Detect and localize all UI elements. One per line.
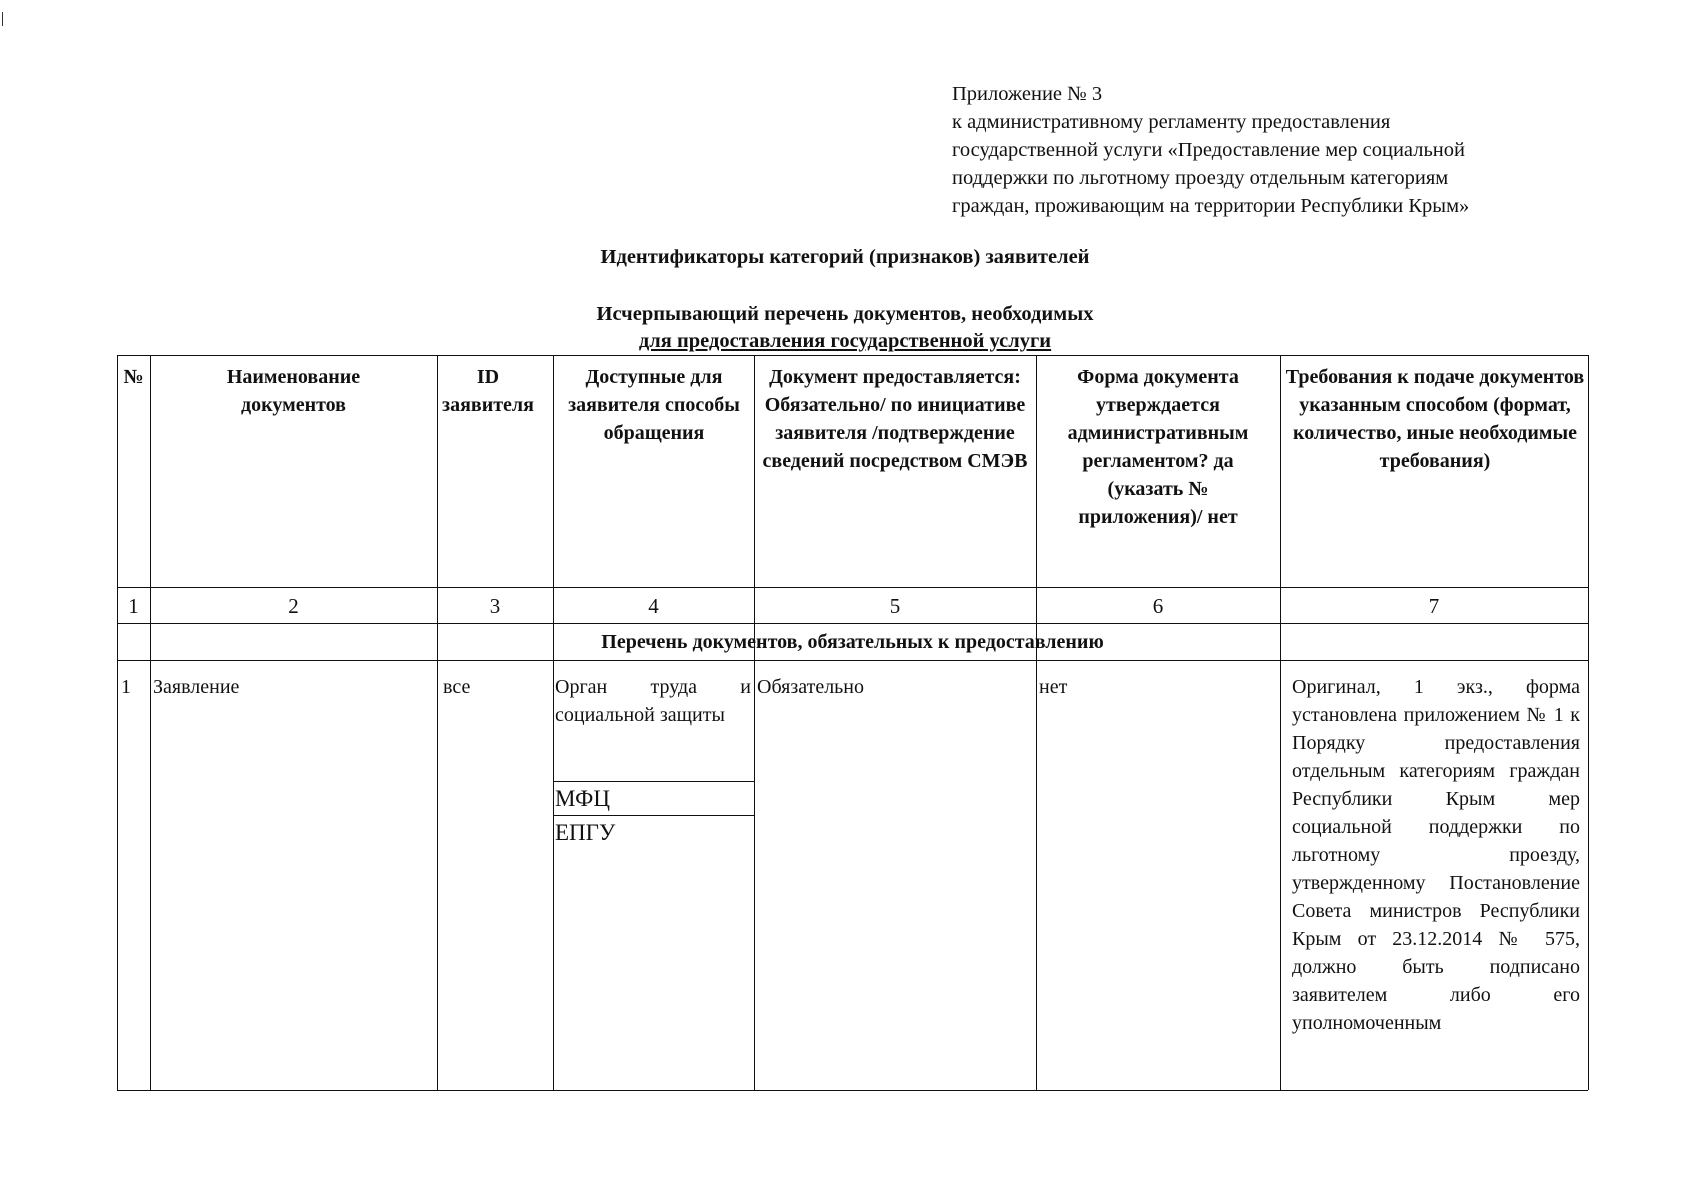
document-subtitle	[0, 301, 1690, 355]
header-requirements: Требования к подаче документов указанным способом (формат, количество, иные необходимые требования)	[1285, 366, 1585, 472]
annex-block	[952, 80, 1652, 220]
header-applicant-id: ID заявителя	[442, 366, 534, 416]
form-approved-value: нет	[1039, 676, 1068, 698]
column-number: 2	[288, 594, 299, 618]
requirements-text: Оригинал, 1 экз., форма установлена приложением № 1 к Порядку предоставления отдельным категориям граждан Республики Крым мер социальной поддержки по льготному проезду, утвержденному Постановление Совета министров Республики Крым от 23.12.2014 № 575, должно быть подписано заявителем либо его уполномоченным	[1292, 676, 1580, 1034]
column-number: 4	[648, 594, 659, 618]
channel-authority: Орган труда и социальной защиты	[555, 676, 751, 726]
column-number: 1	[128, 594, 139, 618]
annex-line: к административному регламенту предоставления	[952, 111, 1391, 133]
documents-table	[117, 355, 1592, 1090]
document-name: Заявление	[153, 676, 240, 698]
header-channels: Доступные для заявителя способы обращения	[568, 366, 740, 444]
channel-mfc: МФЦ	[555, 786, 610, 811]
column-number: 5	[889, 594, 901, 618]
provision-value: Обязательно	[757, 676, 865, 698]
header-document-name: Наименование документов	[226, 366, 361, 416]
column-number: 7	[1428, 594, 1440, 618]
channel-epgu: ЕПГУ	[555, 820, 616, 845]
document-title: Идентификаторы категорий (признаков) заявителей	[600, 246, 1090, 268]
annex-line: граждан, проживающим на территории Республики Крым»	[952, 195, 1470, 217]
section-heading: Перечень документов, обязательных к предоставлению	[601, 631, 1104, 653]
subtitle-line: Исчерпывающий перечень документов, необходимых	[596, 303, 1094, 325]
header-form-approved: Форма документа утверждается административным регламентом? да (указать № приложения)/ нет	[1067, 366, 1249, 528]
annex-line: поддержки по льготному проезду отдельным категориям	[952, 167, 1449, 189]
column-number: 3	[489, 594, 501, 618]
header-provision: Документ предоставляется: Обязательно/ по инициативе заявителя /подтверждение сведений посредством СМЭВ	[762, 366, 1028, 472]
applicant-id: все	[443, 676, 471, 698]
annex-number: Приложение № 3	[952, 83, 1103, 105]
subtitle-line: для предоставления государственной услуги	[638, 330, 1052, 352]
annex-line: государственной услуги «Предоставление мер социальной	[952, 139, 1465, 161]
header-number: №	[123, 366, 144, 388]
row-number: 1	[121, 676, 131, 698]
column-number: 6	[1152, 594, 1164, 618]
scan-mark	[2, 12, 3, 26]
